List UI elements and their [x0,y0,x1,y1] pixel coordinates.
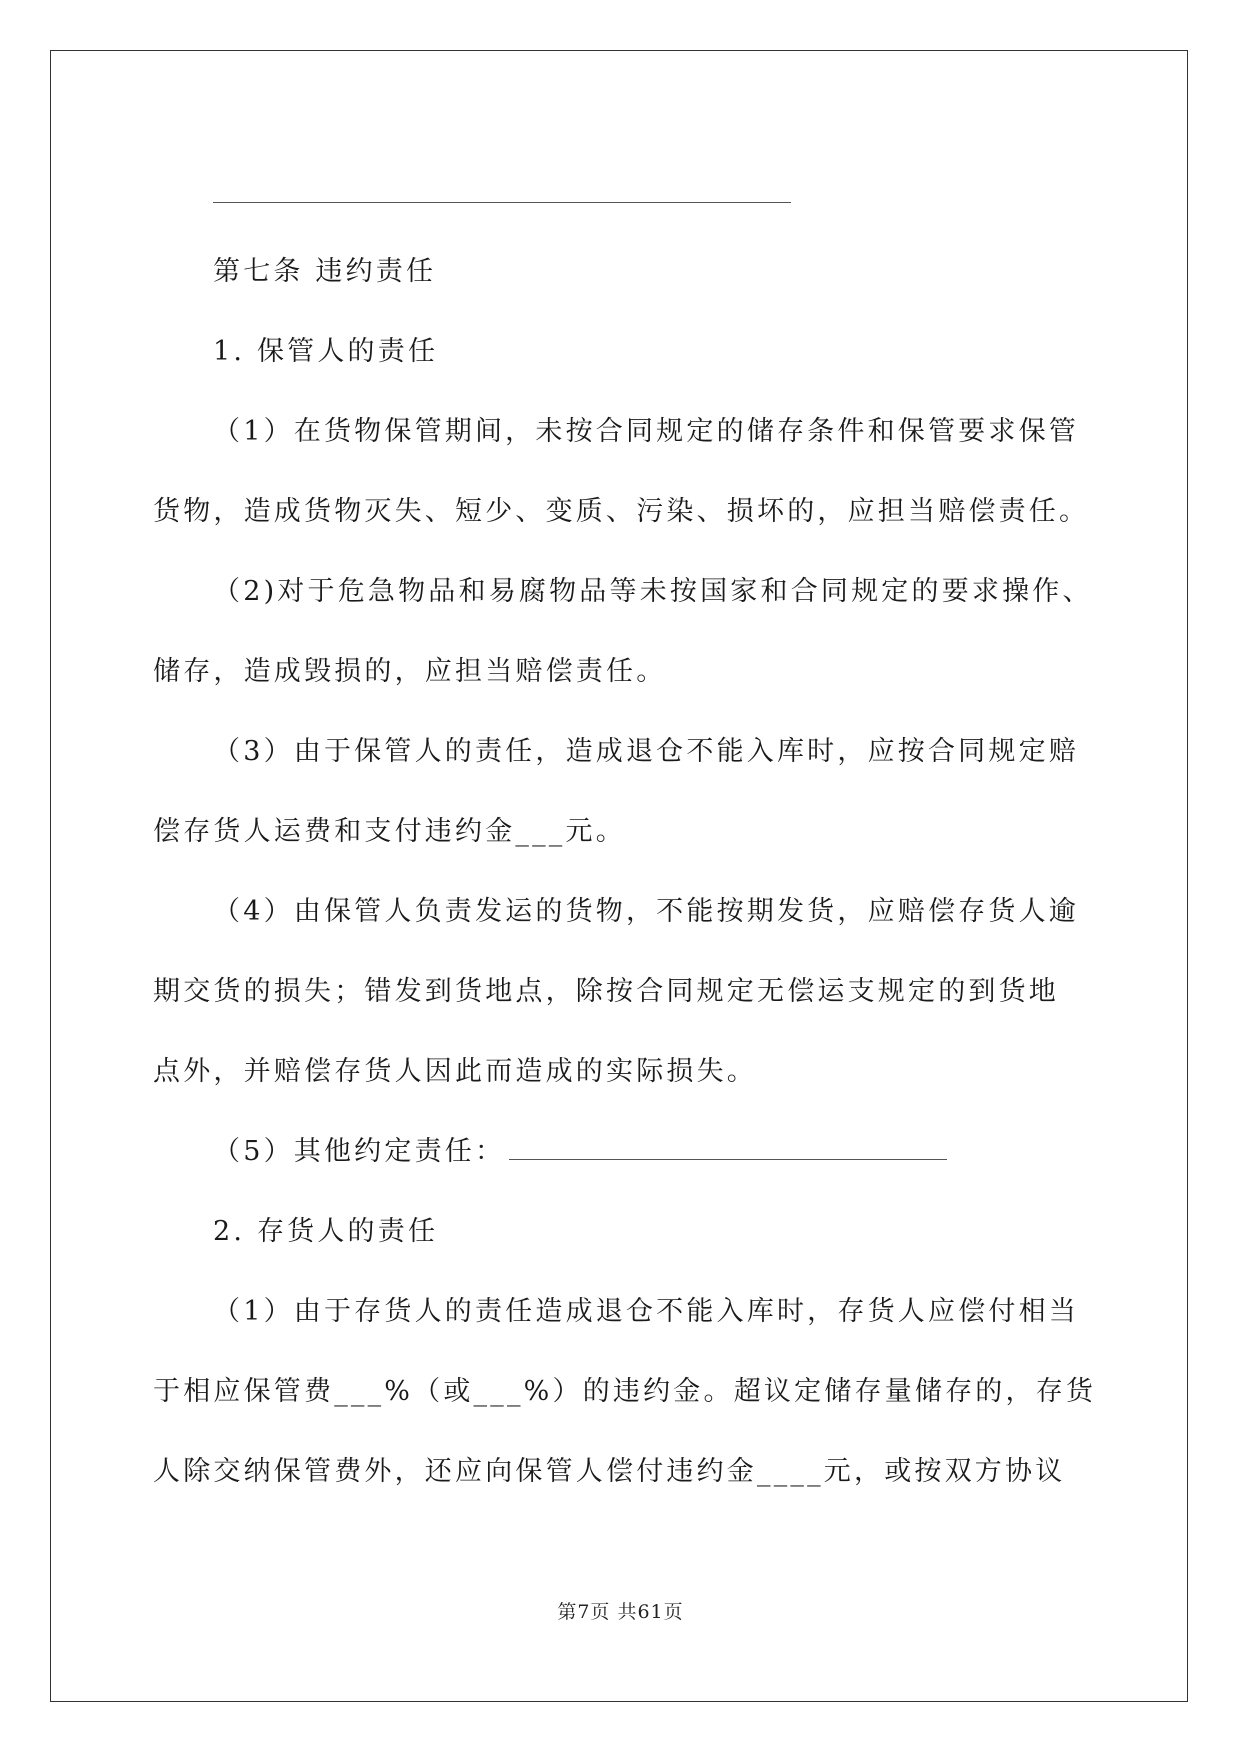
paragraph-line: 偿存货人运费和支付违约金___元。 [153,816,626,847]
paragraph-line: 储存，造成毁损的，应担当赔偿责任。 [153,656,667,687]
paragraph-line: 期交货的损失；错发到货地点，除按合同规定无偿运支规定的到货地 [153,976,1059,1007]
other-liability-label: （5）其他约定责任： [213,1136,506,1167]
paragraph-line: （1）在货物保管期间，未按合同规定的储存条件和保管要求保管 [213,416,1079,447]
top-blank-line [213,202,791,203]
paragraph-line: （3）由于保管人的责任，造成退仓不能入库时，应按合同规定赔 [213,736,1079,767]
paragraph-line: 人除交纳保管费外，还应向保管人偿付违约金____元，或按双方协议 [153,1456,1066,1487]
paragraph-line: （1）由于存货人的责任造成退仓不能入库时，存货人应偿付相当 [213,1296,1079,1327]
paragraph-line: 于相应保管费___%（或___%）的违约金。超议定储存量储存的，存货 [153,1376,1097,1407]
paragraph-line: （4）由保管人负责发运的货物，不能按期发货，应赔偿存货人逾 [213,896,1079,927]
paragraph-line: 货物，造成货物灭失、短少、变质、污染、损坏的，应担当赔偿责任。 [153,496,1090,527]
section-heading-depositor: 2. 存货人的责任 [213,1216,439,1247]
paragraph-line: （2)对于危急物品和易腐物品等未按国家和合同规定的要求操作、 [213,576,1093,607]
other-liability-line [213,1132,947,1172]
fill-in-blank [509,1159,947,1160]
paragraph-line: 点外，并赔偿存货人因此而造成的实际损失。 [153,1056,757,1087]
article-heading: 第七条 违约责任 [213,256,437,287]
page-number-footer: 第7页 共61页 [557,1601,684,1623]
section-heading-custodian: 1. 保管人的责任 [213,336,439,367]
